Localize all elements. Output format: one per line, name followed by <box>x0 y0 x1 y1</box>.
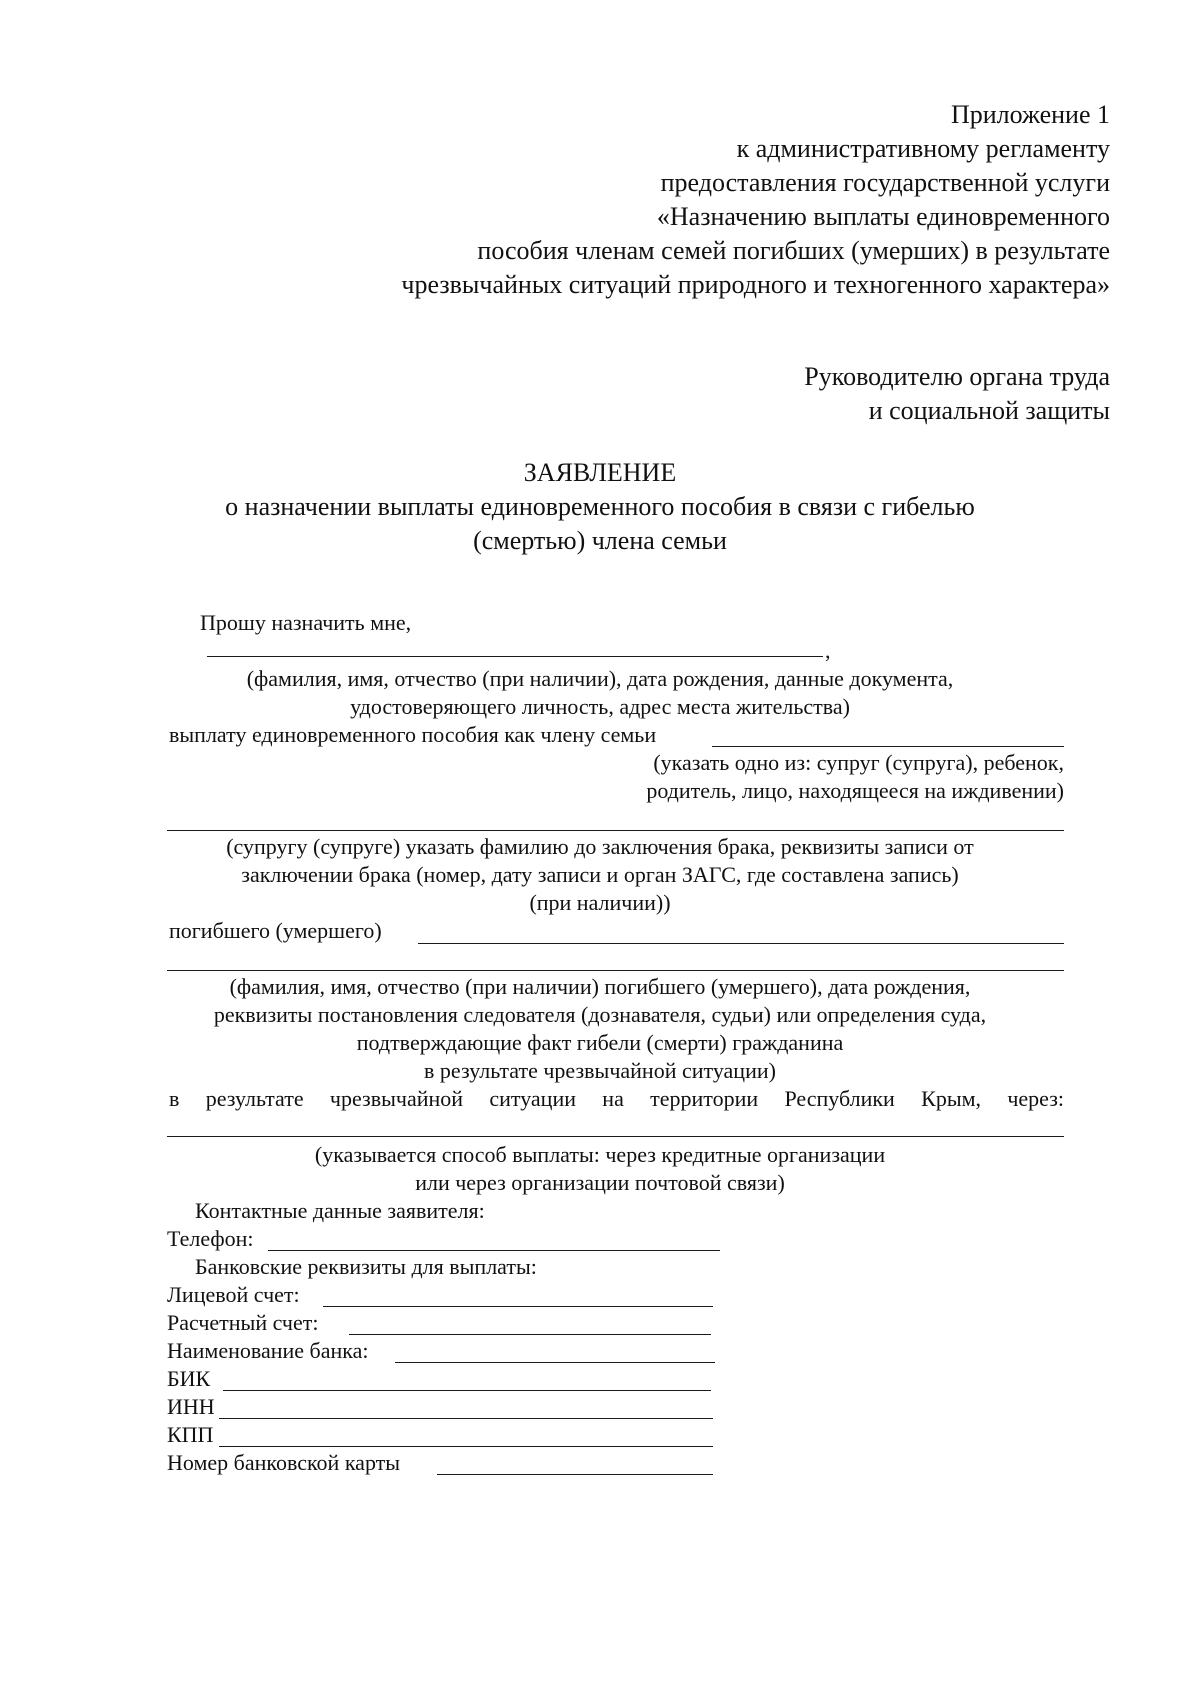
emergency-word: ситуации <box>489 1086 576 1111</box>
payment-as-member-label: выплату единовременного пособия как члену семьи <box>169 722 657 747</box>
bik-input-line[interactable] <box>223 1390 711 1391</box>
emergency-line <box>169 1088 1064 1110</box>
title-subtitle-2: (смертью) члена семьи <box>473 526 727 555</box>
deceased-input-line[interactable] <box>418 943 1064 944</box>
emergency-word: Крым, <box>921 1086 982 1111</box>
hint-applicant-1: (фамилия, имя, отчество (при наличии), дата рождения, данные документа, <box>246 666 954 691</box>
title-subtitle-1: о назначении выплаты единовременного пособия в связи с гибелью <box>225 492 975 521</box>
personal-account-label: Лицевой счет: <box>167 1282 300 1307</box>
spouse-details-input-line[interactable] <box>167 830 1064 831</box>
addressee-line-2: и социальной защиты <box>868 396 1110 425</box>
settlement-account-input-line[interactable] <box>349 1334 711 1335</box>
emergency-word: результате <box>205 1086 304 1111</box>
personal-account-input-line[interactable] <box>323 1306 713 1307</box>
appendix-number: Приложение 1 <box>950 100 1110 129</box>
inn-input-line[interactable] <box>219 1418 713 1419</box>
deceased-label: погибшего (умершего) <box>169 918 382 943</box>
bank-name-input-line[interactable] <box>395 1362 715 1363</box>
appendix-line-2: к административному регламенту <box>736 134 1110 163</box>
card-number-label: Номер банковской карты <box>167 1450 401 1475</box>
applicant-input-line[interactable] <box>207 656 823 657</box>
emergency-word: территории <box>650 1086 759 1111</box>
phone-input-line[interactable] <box>268 1250 720 1251</box>
hint-relation-2: родитель, лицо, находящееся на иждивении) <box>646 778 1064 803</box>
emergency-word: через: <box>1007 1086 1064 1111</box>
bik-label: БИК <box>167 1366 211 1391</box>
emergency-word: на <box>602 1086 624 1111</box>
deceased-input-line-2[interactable] <box>167 970 1064 971</box>
settlement-account-label: Расчетный счет: <box>167 1310 319 1335</box>
appendix-line-3: предоставления государственной услуги <box>660 168 1110 197</box>
bank-header: Банковские реквизиты для выплаты: <box>195 1254 537 1279</box>
hint-relation-1: (указать одно из: супруг (супруга), ребенок, <box>653 750 1064 775</box>
emergency-word: в <box>169 1086 180 1111</box>
emergency-word: чрезвычайной <box>329 1086 464 1111</box>
addressee-line-1: Руководителю органа труда <box>804 362 1110 391</box>
emergency-word: Республики <box>784 1086 895 1111</box>
relation-input-line[interactable] <box>712 746 1064 747</box>
hint-deceased-4: в результате чрезвычайной ситуации) <box>424 1058 776 1083</box>
hint-spouse-3: (при наличии)) <box>529 890 671 915</box>
kpp-label: КПП <box>167 1422 214 1447</box>
payment-method-input-line[interactable] <box>167 1136 1064 1137</box>
hint-method-2: или через организации почтовой связи) <box>415 1170 785 1195</box>
appendix-line-5: пособия членам семей погибших (умерших) в результате <box>477 236 1110 265</box>
bank-name-label: Наименование банка: <box>167 1338 369 1363</box>
inn-label: ИНН <box>167 1394 215 1419</box>
hint-spouse-1: (супругу (супруге) указать фамилию до заключения брака, реквизиты записи от <box>226 834 974 859</box>
kpp-input-line[interactable] <box>219 1446 713 1447</box>
hint-method-1: (указывается способ выплаты: через кредитные организации <box>314 1142 886 1167</box>
phone-label: Телефон: <box>167 1226 254 1251</box>
appendix-line-6: чрезвычайных ситуаций природного и техногенного характера» <box>401 270 1110 299</box>
title-heading: ЗАЯВЛЕНИЕ <box>523 458 677 487</box>
hint-deceased-3: подтверждающие факт гибели (смерти) гражданина <box>356 1030 844 1055</box>
appendix-line-4: «Назначению выплаты единовременного <box>656 202 1110 231</box>
hint-spouse-2: заключении брака (номер, дату записи и орган ЗАГС, где составлена запись) <box>241 862 959 887</box>
request-text: Прошу назначить мне, <box>200 610 412 635</box>
hint-applicant-2: удостоверяющего личность, адрес места жительства) <box>350 694 850 719</box>
card-number-input-line[interactable] <box>437 1474 713 1475</box>
hint-deceased-1: (фамилия, имя, отчество (при наличии) погибшего (умершего), дата рождения, <box>229 974 971 999</box>
hint-deceased-2: реквизиты постановления следователя (дознавателя, судьи) или определения суда, <box>213 1002 987 1027</box>
applicant-comma: , <box>825 638 831 663</box>
contacts-header: Контактные данные заявителя: <box>195 1198 485 1223</box>
